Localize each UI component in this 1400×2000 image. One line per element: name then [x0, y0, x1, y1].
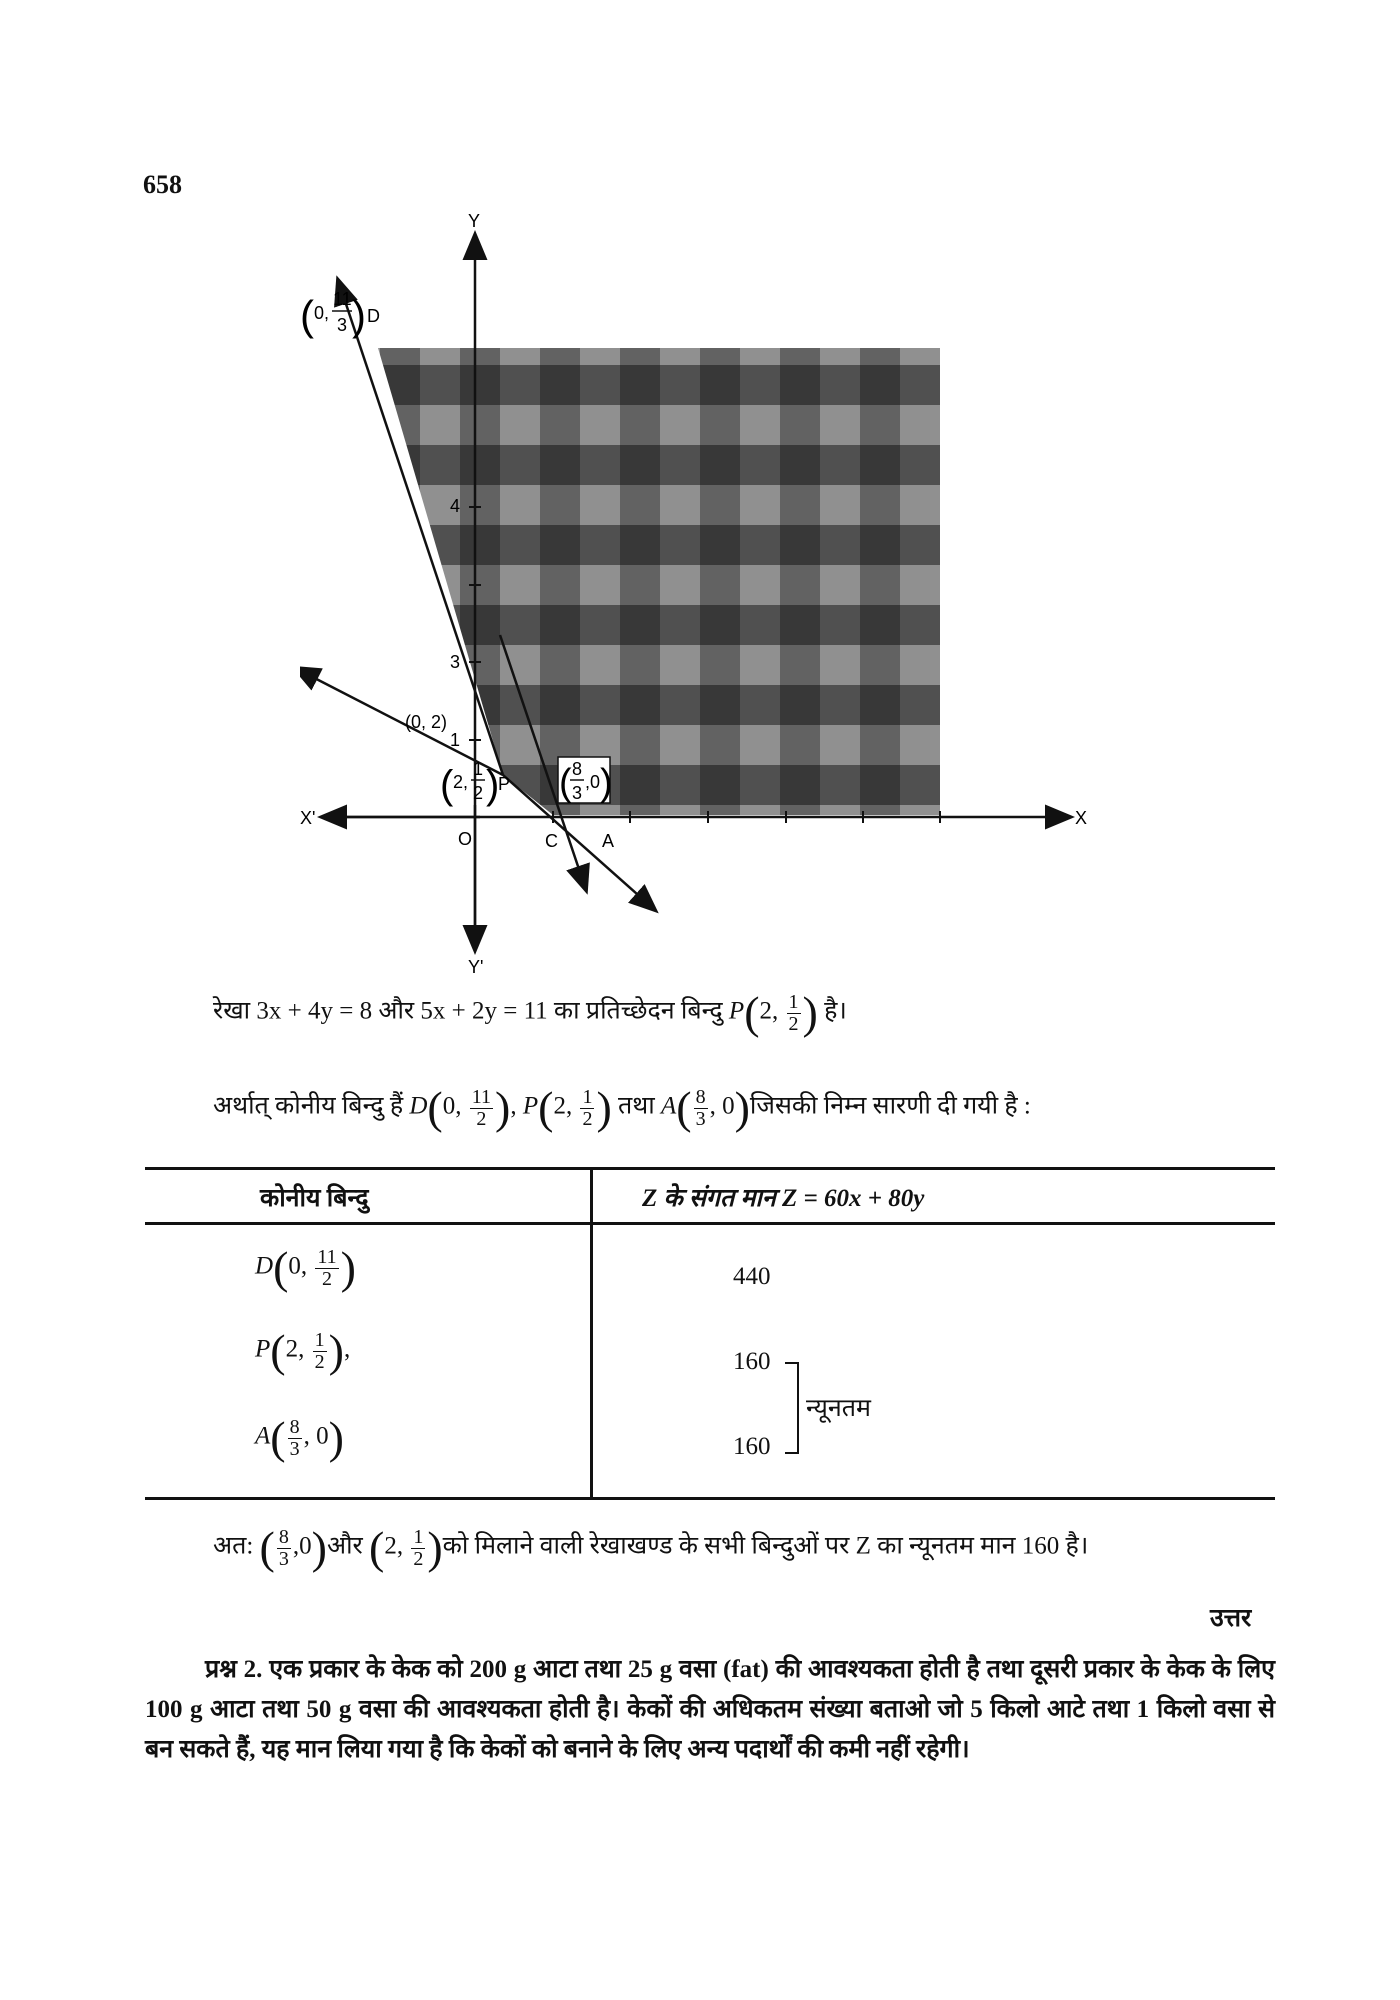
intersection-statement: रेखा 3x + 4y = 8 और 5x + 2y = 11 का प्रतिच्छेदन बिन्दु P(2, $\frac{1}{2}$ ) है। — [213, 987, 847, 1038]
svg-text:D: D — [367, 306, 380, 326]
table-value-A: 160 — [733, 1433, 771, 1460]
axis-y-neg-label: Y' — [468, 957, 484, 975]
line2-P: P — [522, 1092, 539, 1120]
table-header-corner-point: कोनीय बिन्दु — [260, 1185, 369, 1212]
axis-x-label: X — [1075, 808, 1088, 828]
line2-P-frac: $\frac{1}{2}$ — [582, 1085, 593, 1130]
svg-text:3: 3 — [572, 783, 583, 803]
axis-x-neg-label: X' — [300, 808, 316, 828]
origin-label: O — [458, 829, 473, 849]
line2-D: D — [409, 1092, 428, 1120]
line3-p2-frac: $\frac{1}{2}$ — [413, 1525, 424, 1570]
min-bracket — [785, 1362, 799, 1454]
line3-suffix: को मिलाने वाली रेखाखण्ड के सभी बिन्दुओं पर Z का न्यूनतम मान 160 है। — [442, 1532, 1089, 1560]
line1-point: P — [728, 997, 745, 1025]
conclusion-statement: अत: ( $\frac{8}{3}$ ,0)और (2, $\frac{1}{2}$ )को मिलाने वाली रेखाखण्ड के सभी बिन्दुओं पर Z का न्यूनतम मान 160 है। — [213, 1522, 1089, 1573]
svg-text:,0: ,0 — [585, 772, 601, 792]
svg-text:): ) — [600, 762, 613, 804]
line2-tatha: तथा — [618, 1092, 655, 1120]
table-divider — [590, 1170, 593, 1500]
point-A-boxed-label — [558, 757, 613, 804]
svg-text:): ) — [486, 763, 500, 807]
svg-text:0,: 0, — [314, 303, 330, 323]
line3-p1-frac: $\frac{8}{3}$ — [278, 1525, 289, 1570]
table-header-z-value: Z के संगत मान Z = 60x + 80y — [642, 1185, 925, 1212]
line3-p1-b: ,0 — [292, 1532, 312, 1560]
page-number: 658 — [143, 170, 182, 199]
svg-text:(: ( — [559, 762, 572, 804]
point-A-label: A — [602, 831, 615, 851]
table-value-D: 440 — [733, 1263, 771, 1290]
line3-aur: और — [326, 1532, 363, 1560]
table-row: P(2, $\frac{1}{2}$ ), — [255, 1325, 351, 1376]
svg-text:P: P — [498, 774, 511, 794]
table-top-rule — [145, 1167, 1275, 1170]
line1-suffix: है। — [824, 997, 847, 1025]
y-tick-label-1: 1 — [450, 730, 461, 750]
svg-text:(: ( — [440, 763, 454, 807]
table-header-rule — [145, 1222, 1275, 1225]
y-tick-label-3: 3 — [450, 652, 461, 672]
svg-text:2,: 2, — [453, 772, 469, 792]
table-value-P: 160 — [733, 1348, 771, 1375]
line1-prefix: रेखा 3x + 4y = 8 और 5x + 2y = 11 का प्रतिच्छेदन बिन्दु — [213, 997, 723, 1025]
line2-A-frac: $\frac{8}{3}$ — [695, 1085, 706, 1130]
table-row: D(0, $\frac{11}{2}$ ) — [255, 1242, 356, 1293]
line2-P-a: 2, — [553, 1092, 573, 1120]
y-tick-label-4: 4 — [450, 496, 461, 516]
line2-suffix: जिसकी निम्न सारणी दी गयी है : — [749, 1092, 1031, 1120]
line1-a: 2, — [759, 997, 779, 1025]
line3-p2-a: 2, — [384, 1532, 404, 1560]
point-D-label — [300, 289, 380, 339]
line2-D-frac: $\frac{11}{2}$ — [471, 1085, 492, 1130]
svg-text:3: 3 — [337, 315, 348, 335]
point-02-label: (0, 2) — [405, 712, 448, 732]
answer-label: उत्तर — [1210, 1605, 1252, 1632]
svg-text:2: 2 — [473, 783, 484, 803]
corner-points-statement: अर्थात् कोनीय बिन्दु हैं D(0, $\frac{11}{2}$ ), P(2, $\frac{1}{2}$ ) तथा A( $\frac{8}{3}$ , 0)जिसकी निम्न सारणी दी गयी है : — [213, 1082, 1031, 1133]
line2-D-a: 0, — [442, 1092, 462, 1120]
line2-prefix: अर्थात् कोनीय बिन्दु हैं — [213, 1092, 404, 1120]
line1-frac: $\frac{1}{2}$ — [788, 990, 799, 1035]
table-bottom-rule — [145, 1497, 1275, 1500]
svg-text:1: 1 — [473, 759, 484, 779]
svg-text:): ) — [352, 292, 366, 339]
question-2: प्रश्न 2. एक प्रकार के केक को 200 g आटा तथा 25 g वसा (fat) की आवश्यकता होती है तथा दूसरी प्रकार के केक के लिए 100 g आटा तथा 50 g वसा की आवश्यकता होती है। केकों की अधिकतम संख्या बताओ जो 5 किलो आटे तथा 1 किलो वसा से बन सकते हैं, यह मान लिया गया है कि केकों को बनाने के लिए अन्य पदार्थों की कमी नहीं रहेगी। — [145, 1656, 1275, 1763]
feasible-region-graph — [300, 205, 1100, 975]
line2-A-b: , 0 — [709, 1092, 735, 1120]
line2-A: A — [660, 1092, 677, 1120]
axis-y-label: Y — [468, 211, 481, 231]
svg-text:(: ( — [300, 292, 314, 339]
svg-text:8: 8 — [572, 759, 583, 779]
min-label: न्यूनतम — [806, 1395, 871, 1422]
point-C-label: C — [545, 831, 558, 851]
table-row: A( $\frac{8}{3}$ , 0) — [255, 1412, 344, 1463]
svg-text:11: 11 — [333, 289, 352, 309]
feasible-region — [378, 348, 940, 815]
line3-prefix: अत: — [213, 1532, 254, 1560]
